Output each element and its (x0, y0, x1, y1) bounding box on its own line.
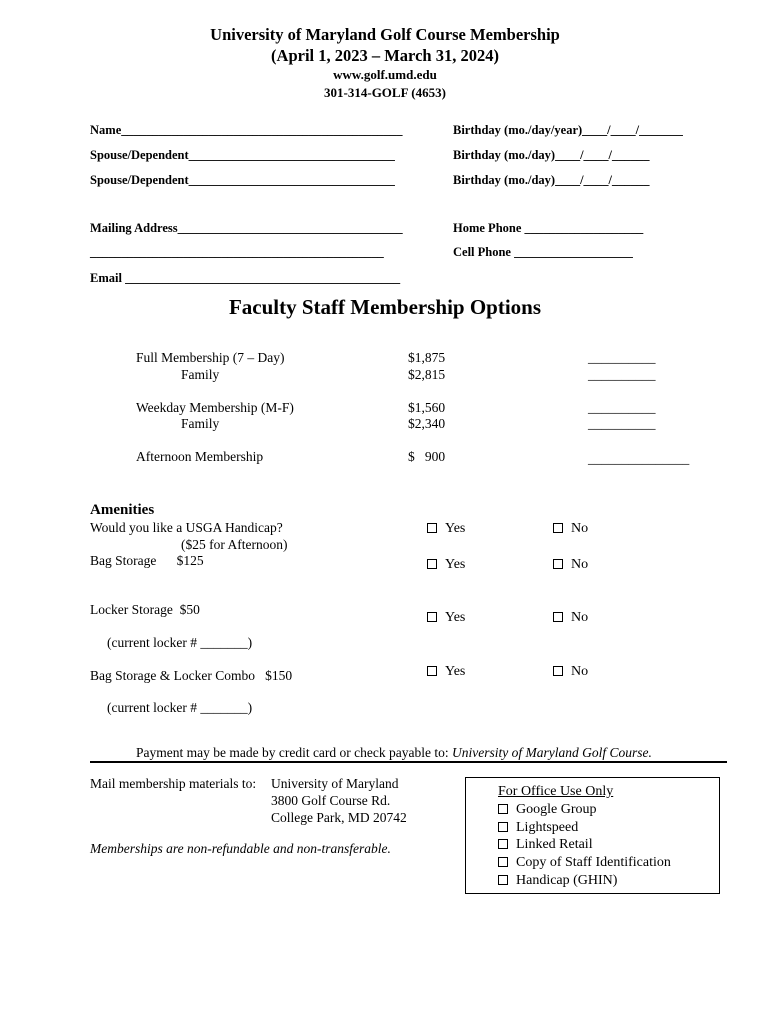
option-label: Weekday Membership (M-F) (136, 400, 294, 415)
email-field[interactable]: Email ____________________________________________ (90, 271, 401, 285)
option-label: Family (181, 367, 220, 382)
option-label: Afternoon Membership (136, 449, 264, 464)
spouse-birthday-field-1[interactable]: Birthday (mo./day)____/____/______ (453, 148, 650, 162)
spouse-birthday-field-2[interactable]: Birthday (mo./day)____/____/______ (453, 173, 650, 187)
combo-yes-checkbox[interactable]: Yes (427, 664, 465, 680)
checkbox-icon (553, 612, 563, 622)
checkbox-icon (427, 523, 437, 533)
cell-phone-field[interactable]: Cell Phone ___________________ (453, 245, 633, 259)
divider (90, 761, 727, 763)
combo-no-checkbox[interactable]: No (553, 664, 588, 680)
bag-storage-label: Bag Storage $125 (90, 553, 204, 568)
address-line-2-field[interactable]: _______________________________________________ (90, 245, 384, 259)
option-blank[interactable]: __________ (588, 400, 656, 415)
combo-label: Bag Storage & Locker Combo $150 (90, 668, 293, 683)
mail-label: Mail membership materials to: (90, 776, 257, 791)
office-checkbox-staff-id[interactable]: Copy of Staff Identification (498, 855, 671, 871)
mailing-address-field[interactable]: Mailing Address____________________________________ (90, 221, 403, 235)
checkbox-icon (427, 559, 437, 569)
checkbox-icon (498, 857, 508, 867)
bag-storage-no-checkbox[interactable]: No (553, 557, 588, 573)
office-checkbox-handicap[interactable]: Handicap (GHIN) (498, 873, 617, 889)
handicap-yes-checkbox[interactable]: Yes (427, 521, 465, 537)
refund-note: Memberships are non-refundable and non-transferable. (90, 841, 391, 856)
checkbox-icon (553, 559, 563, 569)
current-locker-field-2[interactable]: (current locker # _______) (107, 700, 253, 715)
spouse-dependent-field-2[interactable]: Spouse/Dependent_________________________________ (90, 173, 395, 187)
handicap-note: ($25 for Afternoon) (181, 537, 288, 552)
checkbox-icon (553, 523, 563, 533)
office-checkbox-google-group[interactable]: Google Group (498, 802, 597, 818)
payment-note: Payment may be made by credit card or check payable to: University of Maryland Golf Course. (136, 745, 652, 760)
checkbox-icon (498, 822, 508, 832)
mail-address-line-2: 3800 Golf Course Rd. (271, 793, 391, 808)
checkbox-icon (553, 666, 563, 676)
option-price: $1,875 (408, 350, 446, 365)
birthday-field[interactable]: Birthday (mo./day/year)____/____/_______ (453, 123, 683, 137)
current-locker-field[interactable]: (current locker # _______) (107, 635, 253, 650)
membership-dates: (April 1, 2023 – March 31, 2024) (271, 46, 499, 65)
option-price: $ 900 (408, 449, 446, 464)
locker-no-checkbox[interactable]: No (553, 610, 588, 626)
option-price: $2,340 (408, 416, 446, 431)
office-checkbox-linked-retail[interactable]: Linked Retail (498, 837, 593, 853)
locker-storage-label: Locker Storage $50 (90, 602, 200, 617)
locker-yes-checkbox[interactable]: Yes (427, 610, 465, 626)
checkbox-icon (498, 839, 508, 849)
option-blank[interactable]: _______________ (588, 451, 690, 466)
checkbox-icon (498, 875, 508, 885)
phone-number: 301-314-GOLF (4653) (324, 85, 446, 100)
option-blank[interactable]: __________ (588, 416, 656, 431)
checkbox-icon (427, 666, 437, 676)
option-label: Family (181, 416, 220, 431)
mail-address-line-3: College Park, MD 20742 (271, 810, 407, 825)
home-phone-field[interactable]: Home Phone ___________________ (453, 221, 644, 235)
name-field[interactable]: Name_____________________________________________ (90, 123, 403, 137)
option-blank[interactable]: __________ (588, 350, 656, 365)
office-use-title: For Office Use Only (498, 784, 614, 799)
option-blank[interactable]: __________ (588, 367, 656, 382)
spouse-dependent-field-1[interactable]: Spouse/Dependent_________________________________ (90, 148, 395, 162)
section-title: Faculty Staff Membership Options (228, 295, 542, 319)
option-price: $2,815 (408, 367, 446, 382)
bag-storage-yes-checkbox[interactable]: Yes (427, 557, 465, 573)
office-checkbox-lightspeed[interactable]: Lightspeed (498, 820, 578, 836)
handicap-question: Would you like a USGA Handicap? (90, 520, 283, 535)
checkbox-icon (498, 804, 508, 814)
form-title: University of Maryland Golf Course Membership (210, 25, 560, 44)
option-price: $1,560 (408, 400, 446, 415)
checkbox-icon (427, 612, 437, 622)
website[interactable]: www.golf.umd.edu (333, 67, 437, 82)
mail-address-line-1: University of Maryland (271, 776, 399, 791)
amenities-heading: Amenities (90, 502, 155, 518)
office-use-box (465, 777, 720, 894)
option-label: Full Membership (7 – Day) (136, 350, 285, 365)
handicap-no-checkbox[interactable]: No (553, 521, 588, 537)
